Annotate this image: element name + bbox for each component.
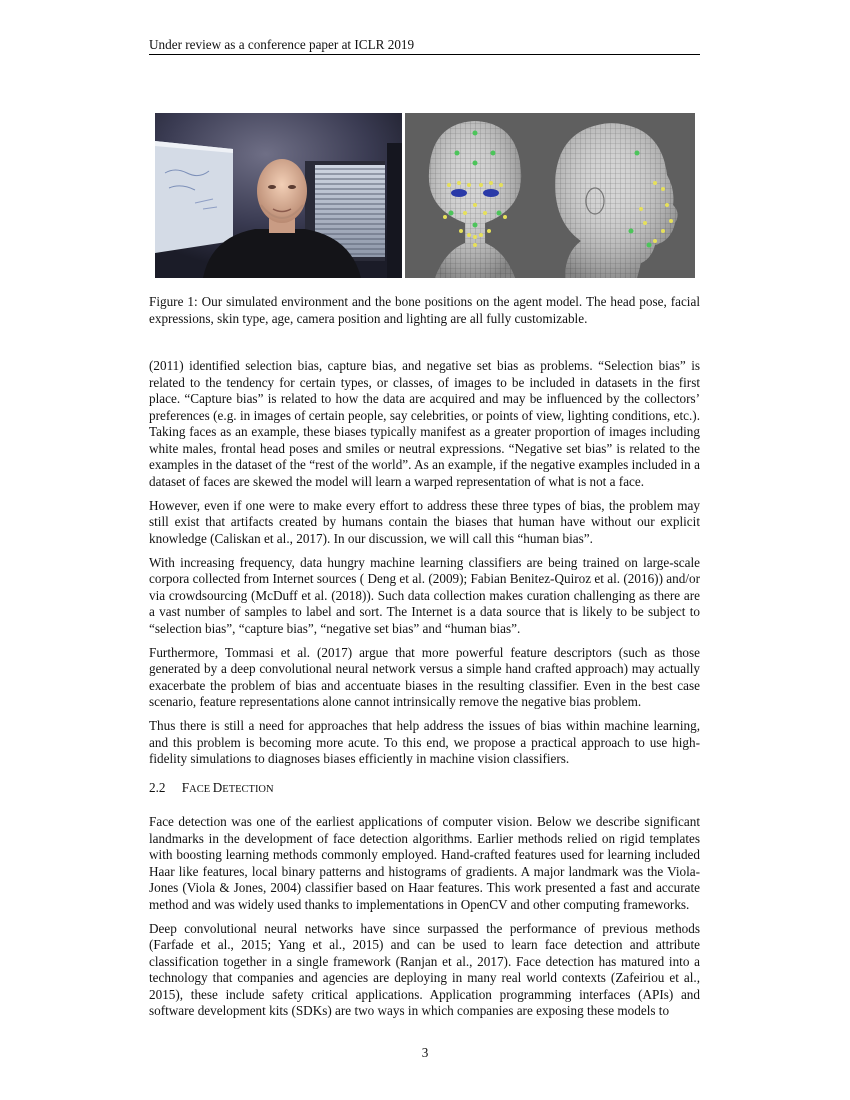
running-header: Under review as a conference paper at ICLR 2019 (149, 37, 415, 52)
paragraph: However, even if one were to make every effort to address these three types of bias, the problem may still exist that artifacts created by humans contain the biases that human have without our explicit knowledge (Caliskan et al., 2017). In our discussion, we will call this “human bias”. (149, 497, 700, 546)
section-title-part: F (181, 780, 190, 795)
section-title (182, 780, 274, 795)
paragraph: Thus there is still a need for approaches that help address the issues of bias within machine learning, and this problem is becoming more acute. To this end, we propose a practical approach to use high-fidelity simulations to diagnoses biases efficiently in machine vision classifiers. (149, 718, 700, 766)
paragraph: Face detection was one of the earliest applications of computer vision. Below we describe significant landmarks in the development of face detection algorithms. Earlier methods relied on rigid templates with boosting learning methods commonly employed. Hand-crafted features used for learning included Haar like features, local binary patterns and histograms of gradients. A major landmark was the Viola-Jones (Viola & Jones, 2004) classifier based on Haar features. This work presented a fast and accurate method and was widely used thanks to implementations in OpenCV and other computing frameworks. (149, 814, 700, 912)
figure-1 (155, 113, 695, 278)
section-title-part: ACE (189, 784, 213, 795)
section-number: 2.2 (149, 780, 166, 795)
paragraph: With increasing frequency, data hungry machine learning classifiers are being trained on large-scale corpora collected from Internet sources ( Deng et al. (2009); Fabian Benitez-Quiroz et al. (2016)) and/or via crowdsourcing (McDuff et al. (2018)). Such data collection makes curation challenging as there are a vast number of samples to label and sort. The Internet is a data source that is likely to be subject to “selection bias”, “capture bias”, “negative set bias” and “human bias”. (149, 554, 700, 636)
bone-positions-image (405, 113, 695, 278)
section-title-part: ETECTION (222, 784, 274, 795)
simulated-environment-image (155, 113, 402, 278)
paragraph: Furthermore, Tommasi et al. (2017) argue that more powerful feature descriptors (such as those generated by a deep convolutional neural network versus a simple hand crafted approach) may actually exacerbate the problem of bias and accentuate biases in the resulting classifier. Even in the best case scenario, feature representations alone cannot intrinsically remove the negative bias problem. (149, 644, 700, 709)
section-title-part: D (212, 780, 223, 795)
header-rule (149, 54, 700, 55)
paragraph: (2011) identified selection bias, capture bias, and negative set bias as problems. “Selection bias” is related to the tendency for certain types, or classes, of images to be included in datasets in the first place. “Capture bias” is related to how the data are acquired and may be influenced by the collectors’ preferences (e.g. in images of certain people, say celebrities, or points of view, lighting conditions, etc.). Taking faces as an example, these biases typically manifest as a greater proportion of images including white males, frontal head poses and smiles or neutral expressions. “Negative set bias” is related to the examples in the dataset of the “rest of the world”. As an example, if the negative examples included in a dataset of faces are skewed the model will learn a warped representation of what is not a face. (149, 358, 700, 489)
body-text-bottom (149, 814, 700, 1027)
page-number: 3 (421, 1045, 429, 1060)
body-text-top (149, 358, 700, 775)
paragraph: Deep convolutional neural networks have since surpassed the performance of previous methods (Farfade et al., 2015; Yang et al., 2015) and can be used to learn face detection and attribute classification together in a single framework (Ranjan et al., 2017). Face detection has matured into a technology that companies and agencies are deploying in many real world contexts (Zafeiriou et al., 2015), these include safety critical applications. Application programming interfaces (APIs) and software development kits (SDKs) are two ways in which companies are exposing these models to (149, 920, 700, 1018)
figure-caption: Figure 1: Our simulated environment and the bone positions on the agent model. The head pose, facial expressions, skin type, age, camera position and lighting are all fully customizable. (149, 294, 700, 326)
section-heading (149, 780, 700, 799)
